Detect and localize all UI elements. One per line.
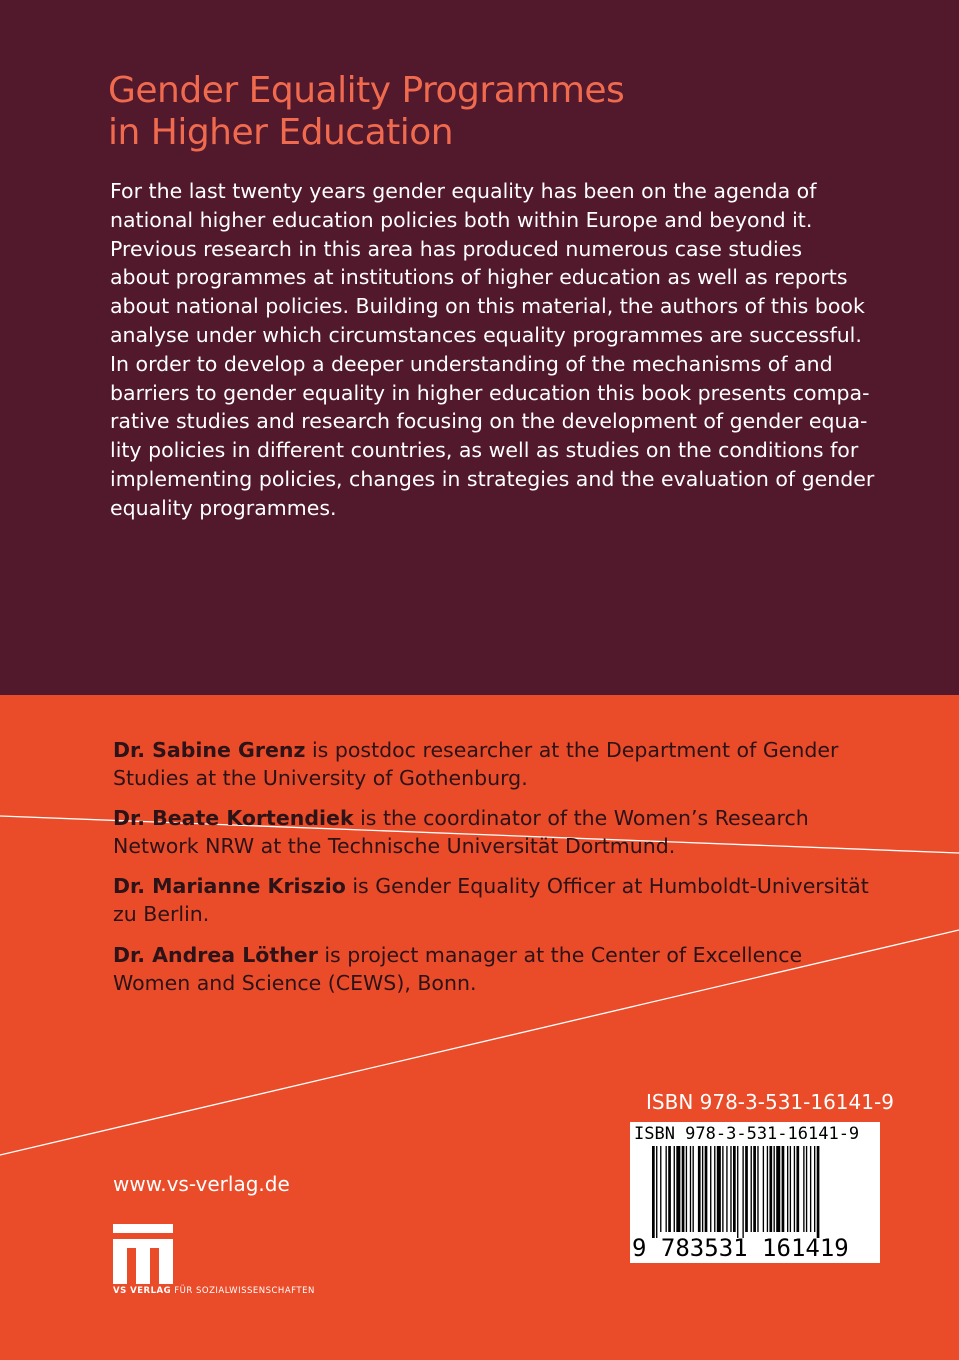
description-line: rative studies and research focusing on the development of gender equa- [110, 409, 868, 434]
vs-verlag-logo-icon [113, 1224, 173, 1284]
barcode-bar [652, 1146, 655, 1238]
book-title-line-1: Gender Equality Programmes [108, 70, 625, 111]
barcode-bar [753, 1146, 756, 1232]
barcode-bar [693, 1146, 694, 1232]
barcode-bar [782, 1146, 785, 1232]
barcode-bar [737, 1146, 738, 1238]
barcode-bar [730, 1146, 731, 1232]
description-line: lity policies in different countries, as well as studies on the conditions for [110, 438, 859, 463]
author-bio-text: Women and Science (CEWS), Bonn. [113, 971, 477, 995]
barcode-bar [722, 1146, 723, 1232]
author-bio-text: Network NRW at the Technische Universität Dortmund. [113, 834, 676, 858]
author-bio-text: is project manager at the Center of Excellence [317, 943, 803, 967]
barcode-isbn-label: ISBN 978-3-531-16141-9 [634, 1124, 860, 1144]
author-name: Dr. Marianne Kriszio [113, 874, 346, 898]
description-line: about programmes at institutions of higher education as well as reports [110, 265, 848, 290]
author-bio-grenz [113, 736, 873, 792]
author-bio-kriszio [113, 872, 873, 928]
barcode-bar [787, 1146, 788, 1232]
book-title [108, 70, 868, 154]
barcode-bar [745, 1146, 748, 1232]
book-description [110, 177, 875, 523]
barcode-bar [751, 1146, 752, 1232]
barcode-bar [710, 1146, 711, 1232]
description-line: equality programmes. [110, 495, 337, 520]
barcode-bar [682, 1146, 685, 1232]
author-name: Dr. Beate Kortendiek [113, 806, 354, 830]
barcode-bar [656, 1146, 657, 1238]
barcode-bar [668, 1146, 671, 1232]
barcode-bar [790, 1146, 791, 1232]
barcode-bar [698, 1146, 701, 1232]
barcode-bar [686, 1146, 687, 1232]
barcode-bar [676, 1146, 680, 1232]
barcode-bar [767, 1146, 768, 1232]
barcode-bar [702, 1146, 703, 1232]
description-line: barriers to gender equality in higher education this book presents compa- [110, 380, 870, 405]
barcode-bar [774, 1146, 775, 1232]
author-bio-text: is the coordinator of the Women’s Research [353, 806, 809, 830]
barcode-bar [717, 1146, 721, 1232]
barcode-bar [776, 1146, 780, 1232]
barcode-bar [674, 1146, 675, 1232]
barcode-bar [714, 1146, 715, 1232]
author-bio-text: is postdoc researcher at the Department of Gender [305, 738, 839, 762]
barcode-bar [763, 1146, 764, 1232]
barcode-bar [660, 1146, 661, 1232]
barcode-bar [803, 1146, 804, 1232]
barcode-bar [690, 1146, 691, 1232]
publisher-logo-text [113, 1286, 315, 1296]
book-title-line-2: in Higher Education [108, 112, 454, 153]
barcode-bar [817, 1146, 820, 1238]
barcode-bar [794, 1146, 795, 1232]
barcode-bar [666, 1146, 667, 1232]
isbn-barcode [630, 1122, 880, 1263]
barcode-bar [796, 1146, 799, 1232]
isbn-label: ISBN 978-3-531-16141-9 [646, 1090, 894, 1114]
description-line: Previous research in this area has produced numerous case studies [110, 236, 803, 261]
barcode-bar [757, 1146, 758, 1232]
description-line: For the last twenty years gender equality has been on the agenda of [110, 179, 817, 203]
description-line: analyse under which circumstances equality programmes are successful. [110, 322, 862, 347]
barcode-bar [705, 1146, 708, 1232]
description-line: national higher education policies both within Europe and beyond it. [110, 207, 813, 232]
author-bio-text: Studies at the University of Gothenburg. [113, 766, 528, 790]
author-bio-text: is Gender Equality Officer at Humboldt-Universität [345, 874, 869, 898]
barcode-bar [806, 1146, 807, 1232]
barcode-digits: 9 783531 161419 [632, 1234, 849, 1262]
logo-tagline: FÜR SOZIALWISSENSCHAFTEN [174, 1286, 315, 1296]
barcode-bar [769, 1146, 772, 1232]
author-name: Dr. Andrea Löther [113, 943, 318, 967]
barcode-bar [742, 1146, 743, 1238]
barcode-bar [814, 1146, 815, 1232]
description-line: about national policies. Building on this material, the authors of this book [110, 294, 865, 319]
publisher-url[interactable]: www.vs-verlag.de [113, 1172, 290, 1196]
description-line: In order to develop a deeper understanding of the mechanisms of and [110, 351, 833, 376]
logo-name: VS VERLAG [113, 1286, 172, 1296]
author-bio-text: zu Berlin. [113, 902, 210, 926]
author-bio-kortendiek [113, 804, 873, 860]
barcode-bar [733, 1146, 736, 1232]
barcode-bar [726, 1146, 727, 1232]
author-name: Dr. Sabine Grenz [113, 738, 306, 762]
barcode-bar [810, 1146, 811, 1232]
description-line: implementing policies, changes in strategies and the evaluation of gender [110, 466, 875, 491]
author-bio-loether [113, 941, 873, 997]
